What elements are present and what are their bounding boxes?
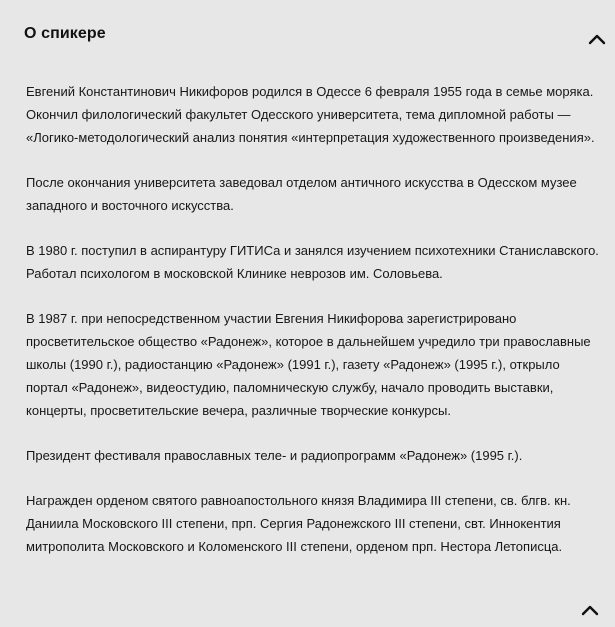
bio-paragraph: В 1987 г. при непосредственном участии Евгения Никифорова зарегистрировано просветительское общество «Радонеж», которое в дальнейшем учредило три православные школы (1990 г.), радиостанцию «Радонеж» (1991 г.), газету «Радонеж» (1995 г.), открыло портал «Радонеж», видеостудию, паломническую службу, начало проводить выставки, концерты, просветительские вечера, различные творческие конкурсы. [26, 311, 591, 418]
collapse-chevron-up-icon[interactable] [579, 602, 601, 618]
speaker-bio [26, 80, 601, 580]
chevron-up-icon[interactable] [586, 31, 608, 47]
section-header[interactable] [0, 0, 615, 74]
bio-paragraph: Президент фестиваля православных теле- и радиопрограмм «Радонеж» (1995 г.). [26, 448, 523, 463]
section-title: О спикере [24, 25, 106, 42]
bio-paragraph: Евгений Константинович Никифоров родился в Одессе 6 февраля 1955 года в семье моряка. Окончил филологический факультет Одесского университета, тема дипломной работы — «Логико-методологический анализ понятия «интерпретация художественного произведения». [26, 84, 595, 145]
bio-paragraph: В 1980 г. поступил в аспирантуру ГИТИСа и занялся изучением психотехники Станиславского. Работал психологом в московской Клинике неврозов им. Соловьева. [26, 243, 599, 281]
bio-paragraph: Награжден орденом святого равноапостольного князя Владимира III степени, св. блгв. кн. Даниила Московского III степени, прп. Сергия Радонежского III степени, свт. Иннокентия митрополита Московского и Коломенского III степени, орденом прп. Нестора Летописца. [26, 493, 571, 554]
bio-paragraph: После окончания университета заведовал отделом античного искусства в Одесском музее западного и восточного искусства. [26, 175, 577, 213]
